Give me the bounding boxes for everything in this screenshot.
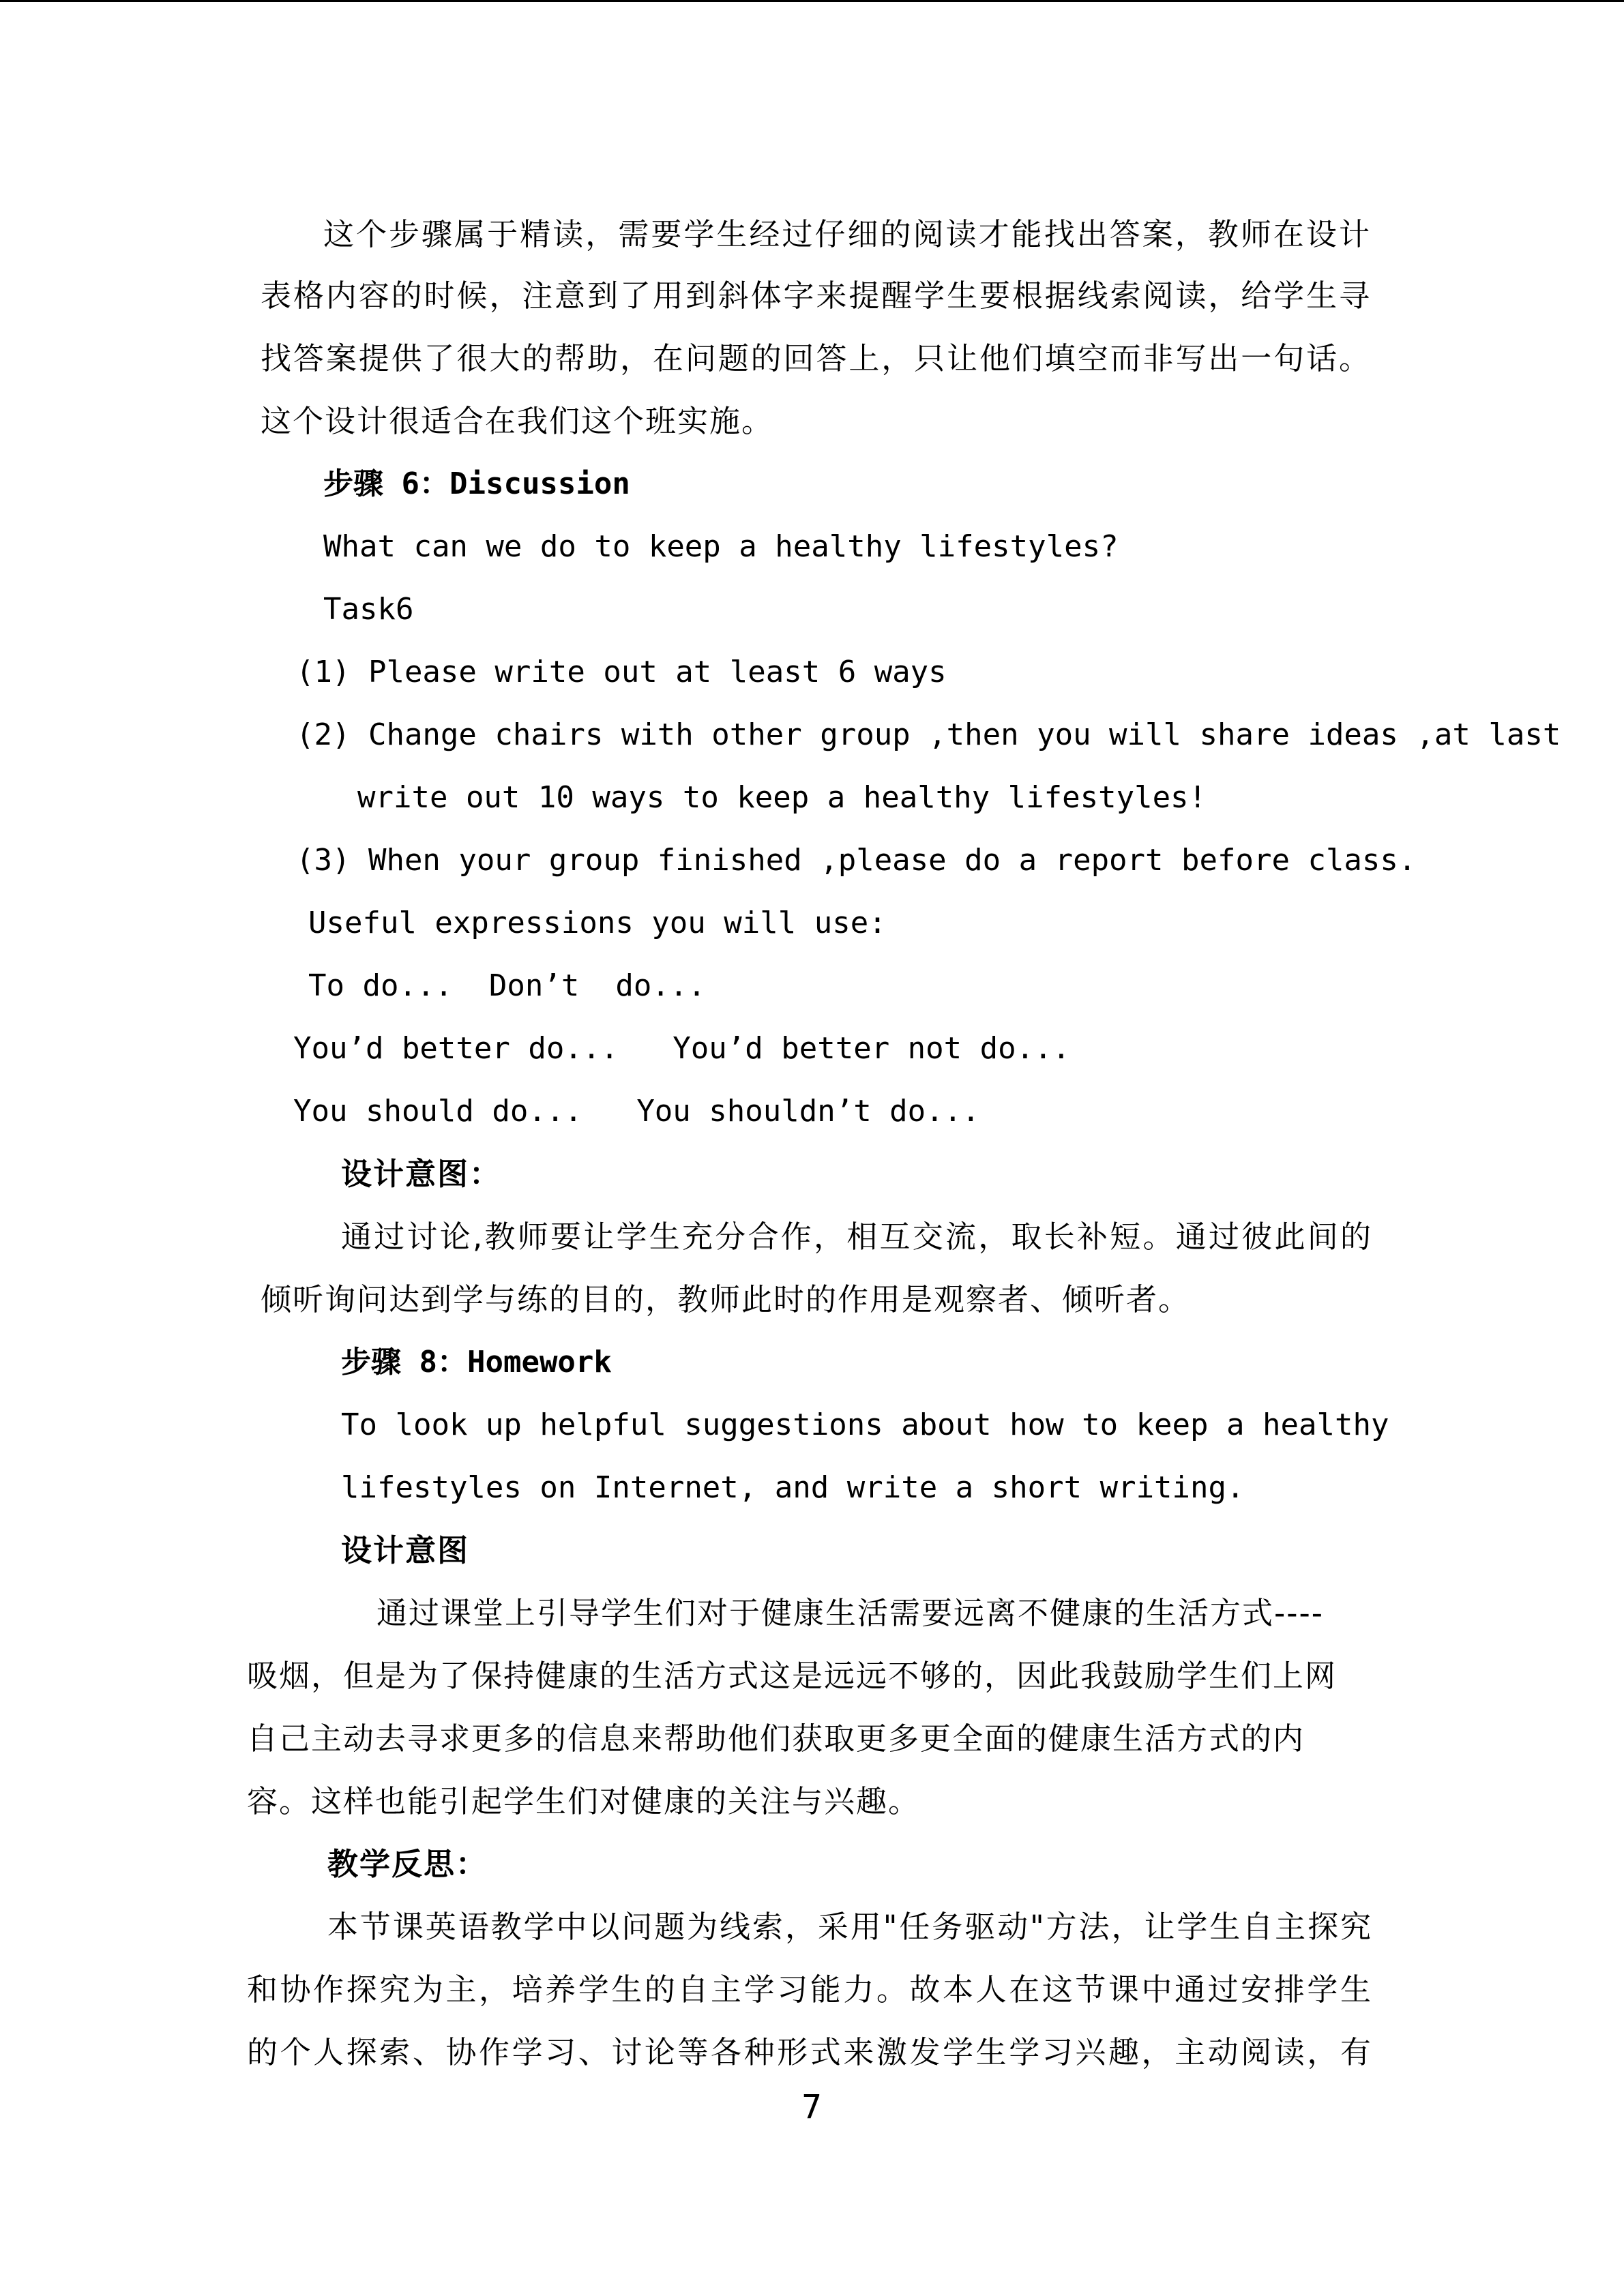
reflection-line1: 本节课英语教学中以问题为线索，采用"任务驱动"方法，让学生自主探究 [327,1909,1372,1945]
step6-task-item-1: (1) Please write out at least 6 ways [296,655,947,689]
intent2-line4: 容。这样也能引起学生们对健康的关注与兴趣。 [247,1783,921,1819]
step6-task-item-2-line2: write out 10 ways to keep a healthy lifestyles! [357,780,1207,815]
step6-task-label: Task6 [323,592,414,627]
step8-heading: 步骤 8：Homework [341,1345,612,1380]
page-top-border [0,0,1624,2]
para1-line2: 表格内容的时候，注意到了用到斜体字来提醒学生要根据线索阅读，给学生寻 [261,278,1371,314]
para1-line3: 找答案提供了很大的帮助，在问题的回答上，只让他们填空而非写出一句话。 [261,340,1371,376]
step6-task-item-3: (3) When your group finished ,please do a report before class. [296,843,1417,878]
step6-task-item-2-line1: (2) Change chairs with other group ,then you will share ideas ,at last [296,717,1561,752]
expression-line-3: You should do... You shouldn’t do... [293,1094,980,1129]
para1-line4: 这个设计很适合在我们这个班实施。 [261,403,774,439]
useful-expressions-label: Useful expressions you will use: [308,906,887,940]
intent1-line2: 倾听询问达到学与练的目的，教师此时的作用是观察者、倾听者。 [261,1281,1191,1317]
intent1-line1: 通过讨论,教师要让学生充分合作，相互交流，取长补短。通过彼此间的 [341,1219,1372,1255]
intent2-line2: 吸烟，但是为了保持健康的生活方式这是远远不够的，因此我鼓励学生们上网 [247,1658,1338,1694]
reflection-heading: 教学反思： [327,1846,488,1882]
expression-line-1: To do... Don’t do... [308,968,706,1003]
intent2-line1: 通过课堂上引导学生们对于健康生活需要远离不健康的生活方式---- [377,1595,1324,1631]
page-number: 7 [801,2088,823,2126]
reflection-line2: 和协作探究为主，培养学生的自主学习能力。故本人在这节课中通过安排学生 [247,1971,1372,2008]
para1-line1: 这个步骤属于精读，需要学生经过仔细的阅读才能找出答案，教师在设计 [323,216,1371,252]
step6-question: What can we do to keep a healthy lifestyles? [323,529,1119,564]
reflection-line3: 的个人探索、协作学习、讨论等各种形式来激发学生学习兴趣，主动阅读，有 [247,2034,1372,2070]
intent2-heading: 设计意图 [341,1532,470,1568]
intent2-line3: 自己主动去寻求更多的信息来帮助他们获取更多更全面的健康生活方式的内 [247,1720,1305,1757]
step8-line2: lifestyles on Internet, and write a short writing. [341,1470,1245,1505]
step6-heading: 步骤 6：Discussion [323,466,630,501]
intent1-heading: 设计意图： [341,1156,502,1192]
expression-line-2: You’d better do... You’d better not do... [293,1031,1071,1066]
step8-line1: To look up helpful suggestions about how to keep a healthy [341,1407,1389,1442]
